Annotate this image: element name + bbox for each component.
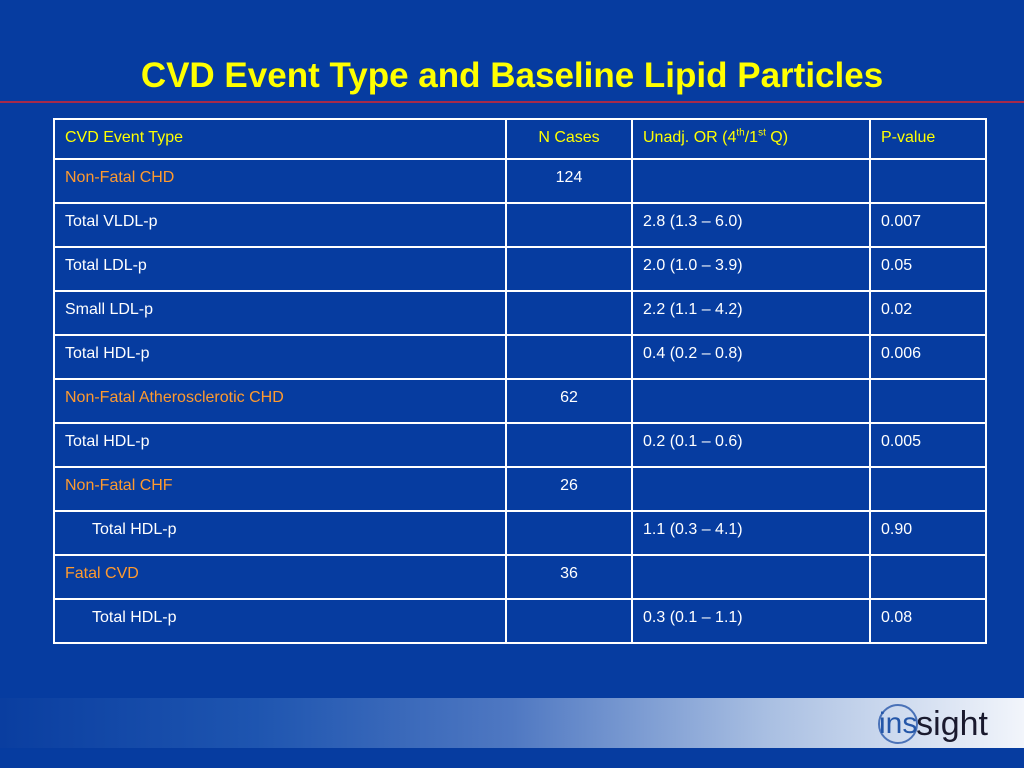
n-cases-cell	[506, 511, 632, 555]
table-row	[54, 467, 986, 511]
header-or-sup-th: th	[736, 127, 745, 139]
table-row	[54, 335, 986, 379]
table-row	[54, 511, 986, 555]
odds-ratio-cell: 2.0 (1.0 – 3.9)	[632, 247, 870, 291]
p-value-cell: 0.90	[870, 511, 986, 555]
header-or-mid: /1	[744, 129, 759, 146]
odds-ratio-cell	[632, 467, 870, 511]
n-cases-cell	[506, 599, 632, 643]
insight-logo	[878, 704, 988, 744]
logo-sight-text: sight	[916, 704, 988, 743]
table-row	[54, 555, 986, 599]
n-cases-cell	[506, 335, 632, 379]
logo-ins-text: ins	[879, 707, 918, 740]
p-value-cell: 0.05	[870, 247, 986, 291]
event-group-label: Non-Fatal Atherosclerotic CHD	[54, 379, 506, 423]
table-row	[54, 159, 986, 203]
n-cases-cell: 124	[506, 159, 632, 203]
event-group-label: Non-Fatal CHF	[54, 467, 506, 511]
p-value-cell: 0.007	[870, 203, 986, 247]
logo-ring-icon	[878, 704, 918, 744]
header-odds-ratio	[632, 119, 870, 159]
header-or-end: Q)	[765, 129, 789, 146]
event-group-label: Fatal CVD	[54, 555, 506, 599]
table-header-row	[54, 119, 986, 159]
n-cases-cell: 26	[506, 467, 632, 511]
title-divider	[0, 101, 1024, 103]
lipid-particle-table	[53, 118, 987, 644]
odds-ratio-cell: 1.1 (0.3 – 4.1)	[632, 511, 870, 555]
p-value-cell	[870, 159, 986, 203]
odds-ratio-cell	[632, 159, 870, 203]
odds-ratio-cell: 2.2 (1.1 – 4.2)	[632, 291, 870, 335]
p-value-cell	[870, 379, 986, 423]
odds-ratio-cell: 0.4 (0.2 – 0.8)	[632, 335, 870, 379]
p-value-cell	[870, 555, 986, 599]
n-cases-cell: 36	[506, 555, 632, 599]
p-value-cell: 0.08	[870, 599, 986, 643]
footer-gradient-band	[0, 698, 1024, 748]
header-event-type: CVD Event Type	[54, 119, 506, 159]
p-value-cell	[870, 467, 986, 511]
slide-title: CVD Event Type and Baseline Lipid Particles	[140, 56, 884, 95]
event-group-label: Non-Fatal CHD	[54, 159, 506, 203]
header-n-cases: N Cases	[506, 119, 632, 159]
table-row	[54, 423, 986, 467]
particle-label: Total HDL-p	[54, 423, 506, 467]
table-row	[54, 203, 986, 247]
table-row	[54, 379, 986, 423]
n-cases-cell: 62	[506, 379, 632, 423]
odds-ratio-cell	[632, 555, 870, 599]
particle-label: Small LDL-p	[54, 291, 506, 335]
p-value-cell: 0.006	[870, 335, 986, 379]
n-cases-cell	[506, 203, 632, 247]
odds-ratio-cell: 0.3 (0.1 – 1.1)	[632, 599, 870, 643]
n-cases-cell	[506, 247, 632, 291]
particle-label: Total HDL-p	[54, 335, 506, 379]
header-or-sup-st: st	[758, 127, 766, 139]
particle-label: Total HDL-p	[54, 599, 506, 643]
particle-label: Total LDL-p	[54, 247, 506, 291]
table-row	[54, 291, 986, 335]
p-value-cell: 0.005	[870, 423, 986, 467]
header-p-value: P-value	[870, 119, 986, 159]
p-value-cell: 0.02	[870, 291, 986, 335]
odds-ratio-cell: 0.2 (0.1 – 0.6)	[632, 423, 870, 467]
n-cases-cell	[506, 423, 632, 467]
n-cases-cell	[506, 291, 632, 335]
table-row	[54, 247, 986, 291]
odds-ratio-cell	[632, 379, 870, 423]
particle-label: Total VLDL-p	[54, 203, 506, 247]
table-row	[54, 599, 986, 643]
odds-ratio-cell: 2.8 (1.3 – 6.0)	[632, 203, 870, 247]
particle-label: Total HDL-p	[54, 511, 506, 555]
header-or-text: Unadj. OR (4	[643, 129, 737, 146]
